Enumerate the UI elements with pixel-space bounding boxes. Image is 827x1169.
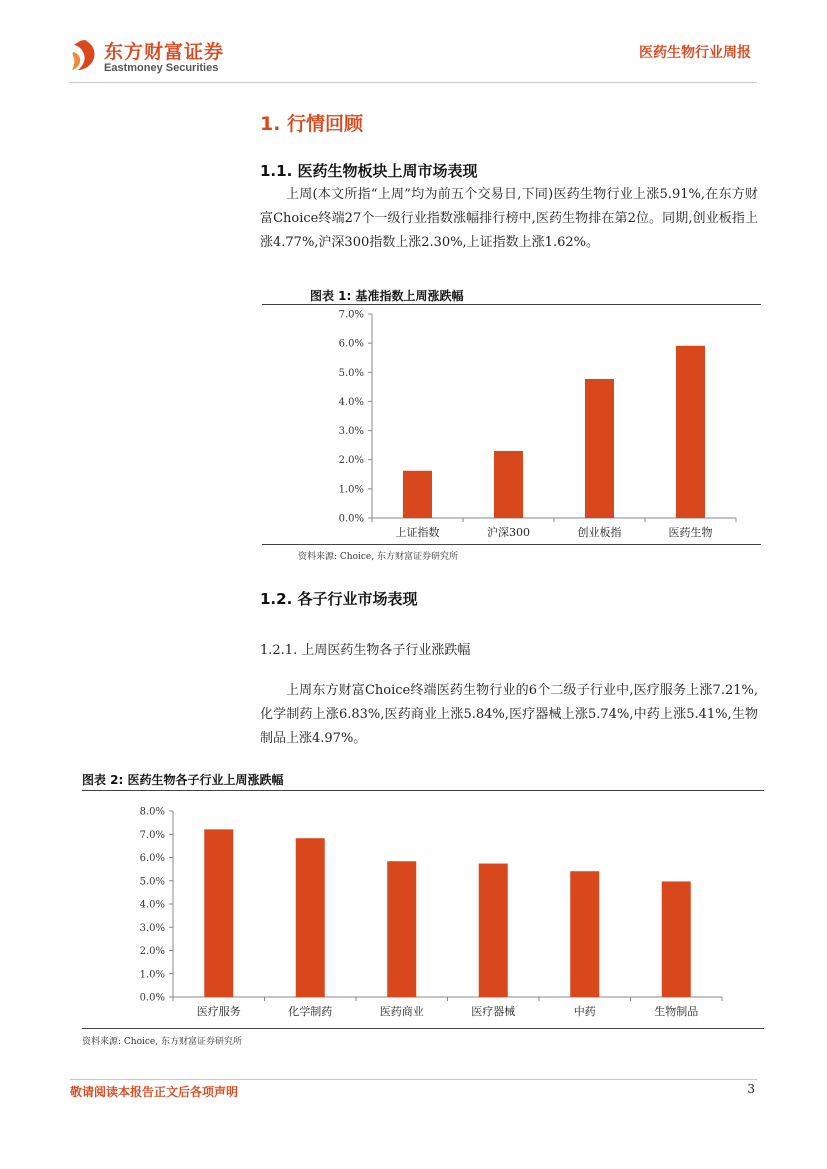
- bar: [676, 346, 705, 518]
- bar: [570, 871, 599, 997]
- y-tick-label: 3.0%: [139, 922, 165, 934]
- figure1-title: 图表 1: 基准指数上周涨跌幅: [310, 289, 464, 303]
- x-tick-label: 沪深300: [487, 526, 530, 539]
- page-number: 3: [747, 1082, 755, 1096]
- disclaimer-notice: 敬请阅读本报告正文后各项声明: [70, 1085, 239, 1099]
- market-summary-paragraph: 上周(本文所指“上周”均为前五个交易日,下同)医药生物行业上涨5.91%,在东方财富Choice终端27个一级行业指数涨幅排行榜中,医药生物排在第2位。同期,创业板指上涨4.77%,沪深300指数上涨2.30%,上证指数上涨1.62%。: [260, 187, 758, 250]
- header-divider: [70, 82, 757, 83]
- bar: [296, 838, 325, 997]
- y-tick-label: 7.0%: [338, 309, 364, 321]
- y-tick-label: 4.0%: [338, 396, 364, 408]
- logo-chinese-name: 东方财富证券: [104, 41, 225, 63]
- x-tick-label: 医药商业: [379, 1005, 424, 1018]
- y-tick-label: 1.0%: [139, 969, 165, 981]
- footer-divider: [70, 1079, 757, 1080]
- bar: [479, 864, 508, 997]
- y-tick-label: 6.0%: [139, 853, 165, 864]
- report-type-label: 医药生物行业周报: [639, 45, 751, 61]
- sub-subsection-title: 1.2.1. 上周医药生物各子行业涨跌幅: [260, 643, 471, 658]
- y-tick-label: 0.0%: [139, 992, 165, 1004]
- bar: [585, 379, 614, 518]
- x-tick-label: 创业板指: [577, 526, 622, 539]
- company-logo: [70, 36, 240, 80]
- x-tick-label: 医药生物: [668, 526, 713, 539]
- y-tick-label: 3.0%: [338, 426, 364, 438]
- figure1-source: 资料来源: Choice, 东方财富证券研究所: [298, 552, 458, 562]
- bar: [494, 451, 523, 518]
- y-tick-label: 0.0%: [338, 513, 364, 525]
- bar: [403, 471, 432, 518]
- y-tick-label: 5.0%: [338, 367, 364, 379]
- figure2-source: 资料来源: Choice, 东方财富证券研究所: [82, 1037, 242, 1047]
- y-tick-label: 8.0%: [139, 806, 165, 818]
- figure2-title: 图表 2: 医药生物各子行业上周涨跌幅: [82, 773, 284, 787]
- section-title: 1. 行情回顾: [260, 113, 364, 135]
- y-tick-label: 2.0%: [338, 455, 364, 467]
- figure1-bottom-rule: [262, 544, 761, 545]
- y-tick-label: 4.0%: [139, 899, 165, 911]
- bar: [662, 881, 691, 997]
- bar: [204, 829, 233, 997]
- y-tick-label: 2.0%: [139, 946, 165, 957]
- logo-english-name: Eastmoney Securities: [104, 62, 219, 74]
- x-tick-label: 化学制药: [288, 1005, 333, 1018]
- bar: [387, 861, 416, 997]
- subsection-title: 1.2. 各子行业市场表现: [260, 590, 418, 608]
- x-tick-label: 中药: [573, 1005, 596, 1018]
- subindustry-summary-paragraph: 上周东方财富Choice终端医药生物行业的6个二级子行业中,医疗服务上涨7.21%,化学制药上涨6.83%,医药商业上涨5.84%,医疗器械上涨5.74%,中药上涨5.41%,生物制品上涨4.97%。: [260, 683, 758, 746]
- x-tick-label: 上证指数: [395, 526, 440, 539]
- y-tick-label: 5.0%: [139, 876, 165, 888]
- y-tick-label: 1.0%: [338, 484, 364, 496]
- figure1-chart: [262, 306, 761, 542]
- x-tick-label: 医疗器械: [471, 1005, 516, 1018]
- figure2-top-rule: [82, 790, 764, 791]
- figure2-bottom-rule: [82, 1028, 764, 1029]
- figure1-top-rule: [262, 304, 761, 305]
- eastmoney-logo-icon: [70, 38, 100, 72]
- figure2-chart: [82, 793, 764, 1027]
- x-tick-label: 医疗服务: [196, 1005, 241, 1018]
- x-tick-label: 生物制品: [654, 1005, 699, 1018]
- y-tick-label: 6.0%: [338, 338, 364, 350]
- y-tick-label: 7.0%: [139, 829, 165, 841]
- subsection-title: 1.1. 医药生物板块上周市场表现: [260, 162, 478, 180]
